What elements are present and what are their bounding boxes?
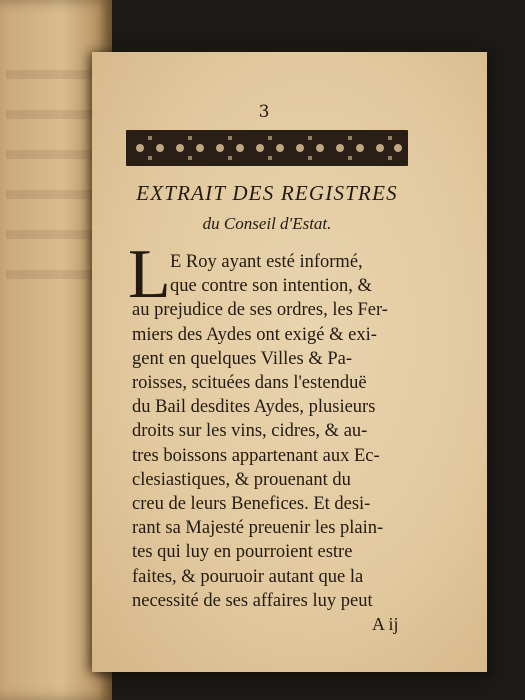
bleed-through-text xyxy=(6,110,106,119)
text-line: creu de leurs Benefices. Et desi- xyxy=(132,494,371,514)
book-page xyxy=(92,52,487,672)
text-line: tres boissons appartenant aux Ec- xyxy=(132,445,380,466)
text-line: droits sur les vins, cidres, & au- xyxy=(132,421,368,442)
drop-cap: L xyxy=(128,236,171,313)
title-line-1: EXTRAIT DES REGISTRES xyxy=(136,181,398,205)
page-number: 3 xyxy=(258,102,270,122)
title-line-2: du Conseil d'Estat. xyxy=(202,214,332,233)
bleed-through-text xyxy=(6,190,106,199)
text-line: du Bail desdites Aydes, plusieurs xyxy=(132,397,376,418)
bleed-through-text xyxy=(6,70,106,79)
text-line: gent en quelques Villes & Pa- xyxy=(132,348,352,369)
text-line: rant sa Majesté preuenir les plain- xyxy=(132,518,384,539)
text-line: clesiastiques, & prouenant du xyxy=(132,469,351,490)
text-line: roisses, scituées dans l'estenduë xyxy=(132,373,367,393)
text-line: faites, & pouruoir autant que la xyxy=(132,566,364,587)
text-line: E Roy ayant esté informé, xyxy=(170,252,363,272)
text-line: tes qui luy en pourroient estre xyxy=(132,542,353,563)
bleed-through-text xyxy=(6,230,106,239)
text-line: miers des Aydes ont exigé & exi- xyxy=(132,324,377,345)
text-line: que contre son intention, & xyxy=(170,276,372,297)
text-line: au prejudice de ses ordres, les Fer- xyxy=(132,300,388,321)
text-line: necessité de ses affaires luy peut xyxy=(132,590,373,611)
bleed-through-text xyxy=(6,150,106,159)
bleed-through-text xyxy=(6,270,106,279)
catchword: A ij xyxy=(372,614,399,634)
ornamental-band xyxy=(126,130,408,166)
